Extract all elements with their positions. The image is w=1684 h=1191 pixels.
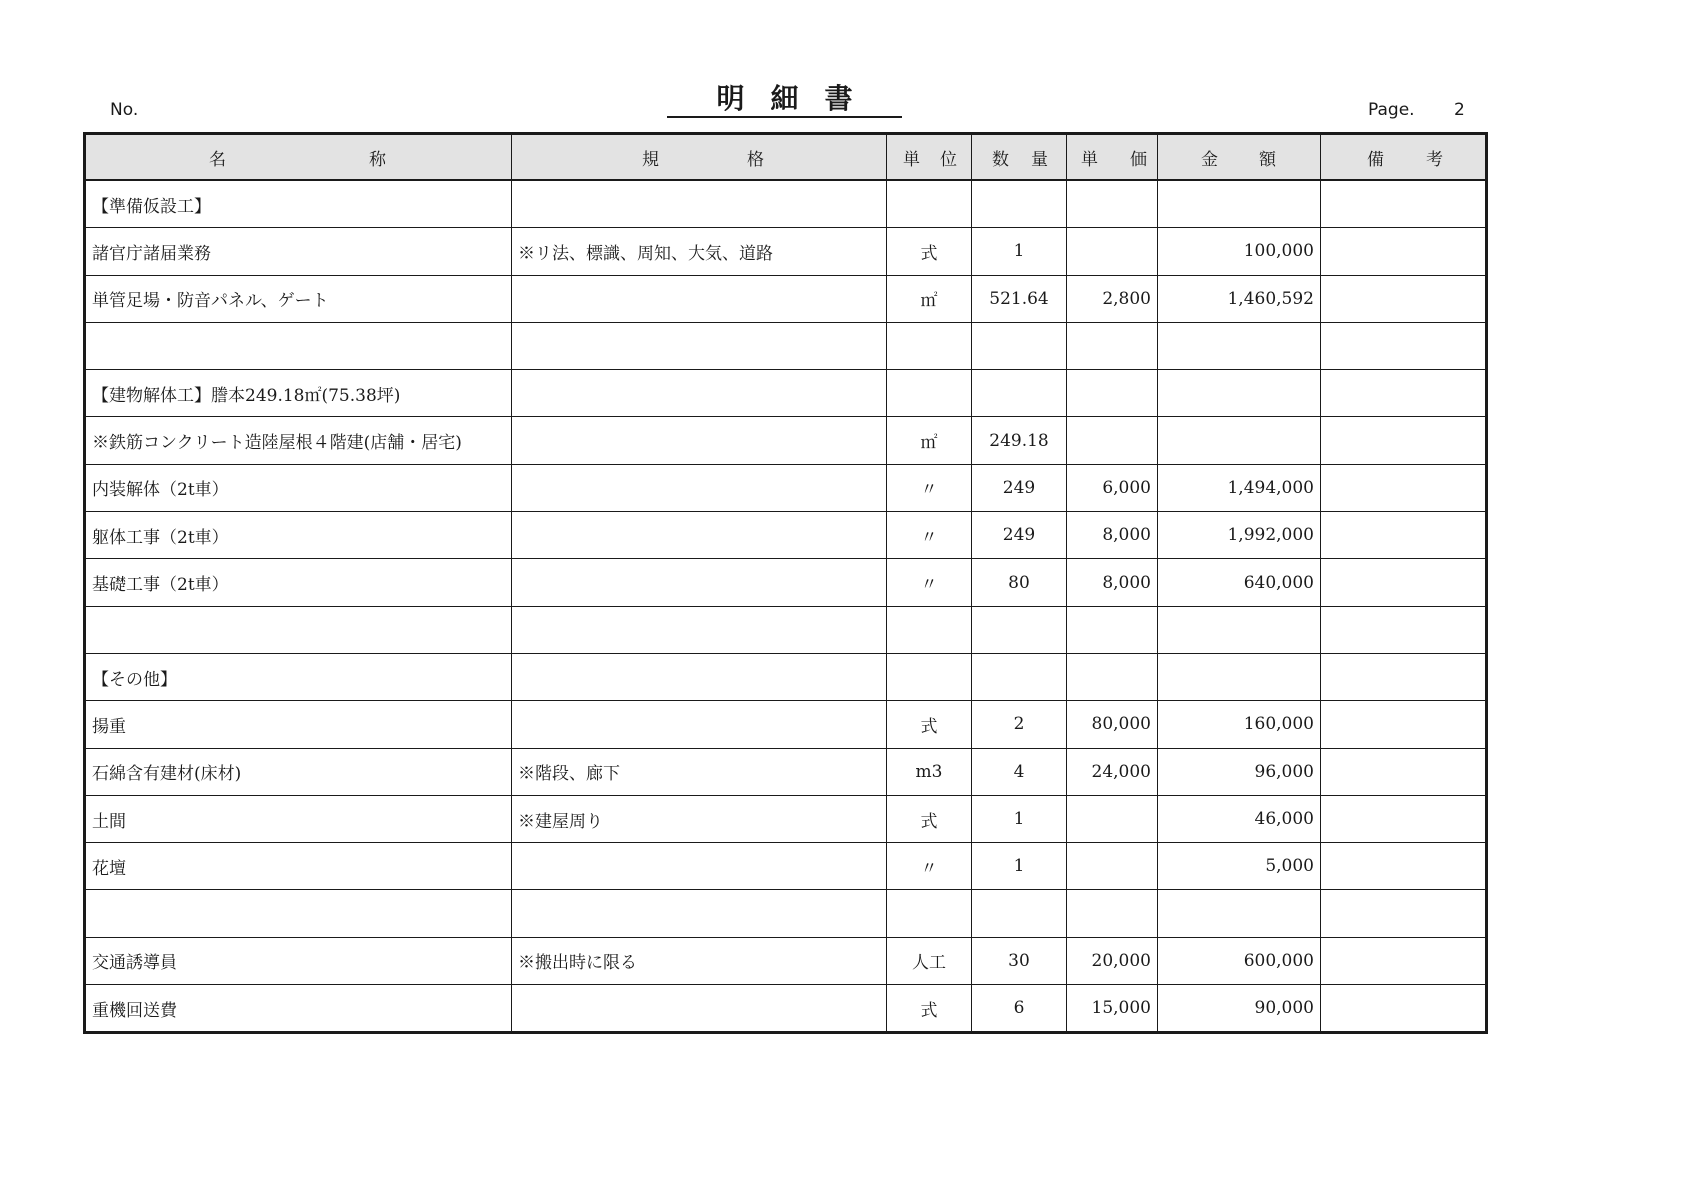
document-title: 明細書 [667, 82, 902, 118]
cell-name: 躯体工事（2t車） [85, 512, 512, 559]
table-row [85, 985, 1487, 1033]
cell-unit [887, 180, 972, 228]
cell-notes [1321, 512, 1487, 559]
column-header-name-char-1: 名 [209, 149, 226, 170]
cell-notes [1321, 843, 1487, 890]
cell-notes [1321, 322, 1487, 369]
column-header-name-char-2: 称 [369, 149, 386, 170]
cell-name: 内装解体（2t車） [85, 464, 512, 511]
cell-unit: ㎡ [887, 275, 972, 322]
table-row [85, 606, 1487, 653]
table-row [85, 795, 1487, 842]
table-row [85, 180, 1487, 228]
cell-unit-price [1067, 653, 1158, 700]
cell-unit: 人工 [887, 937, 972, 984]
cell-spec [512, 322, 887, 369]
page-label: Page. [1368, 100, 1415, 120]
cell-amount: 160,000 [1158, 701, 1321, 748]
cell-spec [512, 985, 887, 1033]
cell-notes [1321, 937, 1487, 984]
cell-quantity [972, 890, 1067, 937]
cell-name [85, 606, 512, 653]
cell-notes [1321, 795, 1487, 842]
cell-unit-price [1067, 795, 1158, 842]
column-header-qty-char-2: 量 [1031, 149, 1048, 170]
cell-amount: 96,000 [1158, 748, 1321, 795]
cell-unit-price [1067, 228, 1158, 275]
cell-spec: ※リ法、標識、周知、大気、道路 [512, 228, 887, 275]
cell-amount [1158, 417, 1321, 464]
cell-notes [1321, 985, 1487, 1033]
cell-amount: 46,000 [1158, 795, 1321, 842]
column-header-unit-char-2: 位 [940, 149, 957, 170]
cell-unit [887, 653, 972, 700]
cell-name: 基礎工事（2t車） [85, 559, 512, 606]
cell-name: 重機回送費 [85, 985, 512, 1033]
page-number: 2 [1454, 100, 1465, 120]
cell-spec [512, 275, 887, 322]
cell-notes [1321, 653, 1487, 700]
cell-spec [512, 464, 887, 511]
table-body [85, 180, 1487, 1033]
column-header-notes-char-1: 備 [1367, 149, 1384, 170]
cell-spec: ※搬出時に限る [512, 937, 887, 984]
cell-quantity [972, 370, 1067, 417]
table-row [85, 370, 1487, 417]
column-header-unit-char-1: 単 [903, 149, 920, 170]
cell-quantity: 249.18 [972, 417, 1067, 464]
cell-unit-price: 8,000 [1067, 512, 1158, 559]
cell-unit [887, 322, 972, 369]
cell-spec: ※階段、廊下 [512, 748, 887, 795]
cell-unit-price [1067, 606, 1158, 653]
cell-name: 花壇 [85, 843, 512, 890]
column-header-price-char-2: 価 [1130, 149, 1147, 170]
cell-notes [1321, 748, 1487, 795]
cell-notes [1321, 464, 1487, 511]
document-number-label: No. [110, 100, 139, 120]
cell-name: 交通誘導員 [85, 937, 512, 984]
cell-spec [512, 559, 887, 606]
cell-quantity: 6 [972, 985, 1067, 1033]
cell-quantity [972, 606, 1067, 653]
table-row [85, 559, 1487, 606]
cell-quantity: 30 [972, 937, 1067, 984]
cell-name: 単管足場・防音パネル、ゲート [85, 275, 512, 322]
cell-notes [1321, 701, 1487, 748]
cell-amount: 90,000 [1158, 985, 1321, 1033]
cell-name: 揚重 [85, 701, 512, 748]
cell-name: ※鉄筋コンクリート造陸屋根４階建(店舗・居宅) [85, 417, 512, 464]
column-header-qty-char-1: 数 [992, 149, 1009, 170]
cell-amount: 5,000 [1158, 843, 1321, 890]
cell-unit-price [1067, 890, 1158, 937]
cell-spec: ※建屋周り [512, 795, 887, 842]
column-header-unit [887, 134, 972, 181]
column-header-amount-char-2: 額 [1259, 149, 1276, 170]
column-header-notes-char-2: 考 [1426, 149, 1443, 170]
cell-notes [1321, 606, 1487, 653]
cell-quantity [972, 653, 1067, 700]
cell-unit: 〃 [887, 464, 972, 511]
cell-unit-price [1067, 417, 1158, 464]
cell-notes [1321, 417, 1487, 464]
cell-spec [512, 180, 887, 228]
cell-unit: ㎡ [887, 417, 972, 464]
cell-name: 土間 [85, 795, 512, 842]
cell-quantity: 4 [972, 748, 1067, 795]
cell-name: 【建物解体工】謄本249.18㎡(75.38坪) [85, 370, 512, 417]
cell-name: 【その他】 [85, 653, 512, 700]
cell-name [85, 322, 512, 369]
cell-quantity [972, 322, 1067, 369]
column-header-notes [1321, 134, 1487, 181]
table-row [85, 322, 1487, 369]
table-row [85, 937, 1487, 984]
column-header-amount-char-1: 金 [1201, 149, 1218, 170]
cell-unit-price: 8,000 [1067, 559, 1158, 606]
cell-amount [1158, 370, 1321, 417]
cell-unit [887, 370, 972, 417]
cell-quantity: 80 [972, 559, 1067, 606]
cell-unit: 式 [887, 795, 972, 842]
table-row [85, 228, 1487, 275]
table-row [85, 417, 1487, 464]
cell-amount: 1,494,000 [1158, 464, 1321, 511]
column-header-spec-char-1: 規 [642, 149, 659, 170]
cell-name [85, 890, 512, 937]
cell-name: 石綿含有建材(床材) [85, 748, 512, 795]
cell-amount [1158, 890, 1321, 937]
cell-unit-price: 15,000 [1067, 985, 1158, 1033]
table-header-row [85, 134, 1487, 181]
cell-spec [512, 417, 887, 464]
cell-quantity: 1 [972, 843, 1067, 890]
cell-unit: m3 [887, 748, 972, 795]
cell-unit [887, 890, 972, 937]
cell-amount [1158, 322, 1321, 369]
column-header-price-char-1: 単 [1081, 149, 1098, 170]
column-header-name [85, 134, 512, 181]
cell-notes [1321, 370, 1487, 417]
table-row [85, 890, 1487, 937]
column-header-price [1067, 134, 1158, 181]
table-row [85, 464, 1487, 511]
table-row [85, 653, 1487, 700]
cell-quantity: 249 [972, 512, 1067, 559]
cell-notes [1321, 559, 1487, 606]
cell-name: 【準備仮設工】 [85, 180, 512, 228]
cell-unit-price: 2,800 [1067, 275, 1158, 322]
table-row [85, 701, 1487, 748]
cell-spec [512, 512, 887, 559]
cell-spec [512, 890, 887, 937]
cell-unit: 式 [887, 701, 972, 748]
cell-unit: 〃 [887, 512, 972, 559]
cell-quantity: 521.64 [972, 275, 1067, 322]
cell-amount: 640,000 [1158, 559, 1321, 606]
cell-spec [512, 653, 887, 700]
cell-unit-price [1067, 322, 1158, 369]
cell-unit: 〃 [887, 843, 972, 890]
cell-amount [1158, 606, 1321, 653]
cell-unit-price [1067, 843, 1158, 890]
detail-table [83, 132, 1488, 1034]
cell-spec [512, 843, 887, 890]
cell-amount: 600,000 [1158, 937, 1321, 984]
cell-notes [1321, 228, 1487, 275]
cell-quantity: 2 [972, 701, 1067, 748]
cell-notes [1321, 180, 1487, 228]
cell-unit-price: 24,000 [1067, 748, 1158, 795]
cell-unit-price: 20,000 [1067, 937, 1158, 984]
table-row [85, 512, 1487, 559]
column-header-qty [972, 134, 1067, 181]
cell-name: 諸官庁諸届業務 [85, 228, 512, 275]
table-row [85, 275, 1487, 322]
cell-unit: 式 [887, 985, 972, 1033]
cell-unit-price [1067, 180, 1158, 228]
cell-spec [512, 606, 887, 653]
cell-amount: 1,992,000 [1158, 512, 1321, 559]
cell-amount: 1,460,592 [1158, 275, 1321, 322]
cell-unit-price: 6,000 [1067, 464, 1158, 511]
cell-quantity: 1 [972, 795, 1067, 842]
column-header-amount [1158, 134, 1321, 181]
cell-amount [1158, 653, 1321, 700]
cell-spec [512, 701, 887, 748]
cell-unit: 〃 [887, 559, 972, 606]
cell-amount [1158, 180, 1321, 228]
cell-notes [1321, 275, 1487, 322]
cell-spec [512, 370, 887, 417]
table-row [85, 748, 1487, 795]
cell-unit: 式 [887, 228, 972, 275]
column-header-spec [512, 134, 887, 181]
cell-quantity: 249 [972, 464, 1067, 511]
column-header-spec-char-2: 格 [747, 149, 764, 170]
table-row [85, 843, 1487, 890]
cell-unit-price [1067, 370, 1158, 417]
cell-quantity [972, 180, 1067, 228]
cell-unit-price: 80,000 [1067, 701, 1158, 748]
cell-quantity: 1 [972, 228, 1067, 275]
cell-amount: 100,000 [1158, 228, 1321, 275]
cell-notes [1321, 890, 1487, 937]
cell-unit [887, 606, 972, 653]
